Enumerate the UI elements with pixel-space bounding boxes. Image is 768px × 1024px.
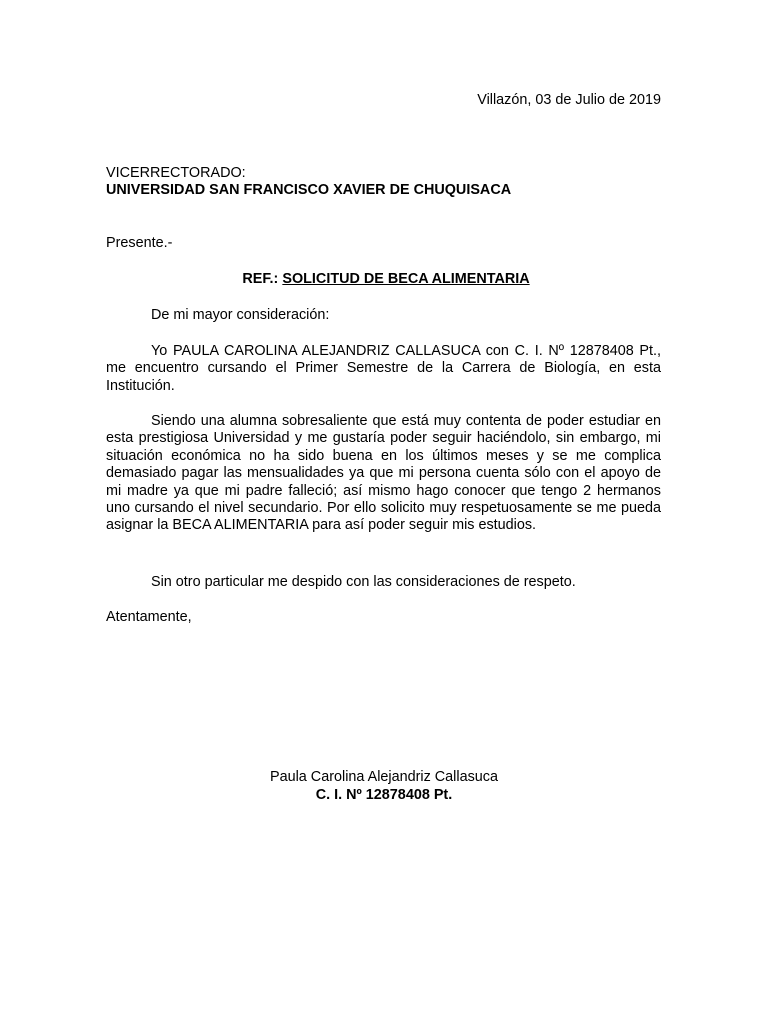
closing: Atentamente,: [106, 609, 192, 625]
recipient-name: UNIVERSIDAD SAN FRANCISCO XAVIER DE CHUQUISACA: [106, 182, 512, 198]
reference-subject: SOLICITUD DE BECA ALIMENTARIA: [282, 271, 530, 287]
reference-line: [0, 271, 768, 288]
reference-label: REF.:: [242, 271, 279, 287]
recipient-title: VICERRECTORADO:: [106, 165, 246, 181]
body-paragraph-intro: Yo PAULA CAROLINA ALEJANDRIZ CALLASUCA con C. I. Nº 12878408 Pt., me encuentro cursando el Primer Semestre de la Carrera de Biología, en esta Institución.: [106, 343, 661, 394]
signature-id: C. I. Nº 12878408 Pt.: [315, 787, 453, 803]
body-paragraph-farewell: Sin otro particular me despido con las consideraciones de respeto.: [151, 574, 576, 590]
signature-name: Paula Carolina Alejandriz Callasuca: [270, 769, 498, 785]
body-paragraph-request: Siendo una alumna sobresaliente que está muy contenta de poder estudiar en esta prestigiosa Universidad y me gustaría poder seguir haciéndolo, sin embargo, mi situación económica no ha sido buena en los últimos meses y se me complica demasiado pagar las mensualidades ya que mi persona cuenta sólo con el apoyo de mi madre ya que mi padre falleció; así mismo hago conocer que tengo 2 hermanos uno cursando el nivel secundario. Por ello solicito muy respetuosamente se me pueda asignar la BECA ALIMENTARIA para así poder seguir mis estudios.: [106, 413, 661, 534]
salutation: De mi mayor consideración:: [151, 307, 330, 323]
greeting: Presente.-: [106, 235, 173, 251]
place-date: Villazón, 03 de Julio de 2019: [477, 92, 661, 108]
